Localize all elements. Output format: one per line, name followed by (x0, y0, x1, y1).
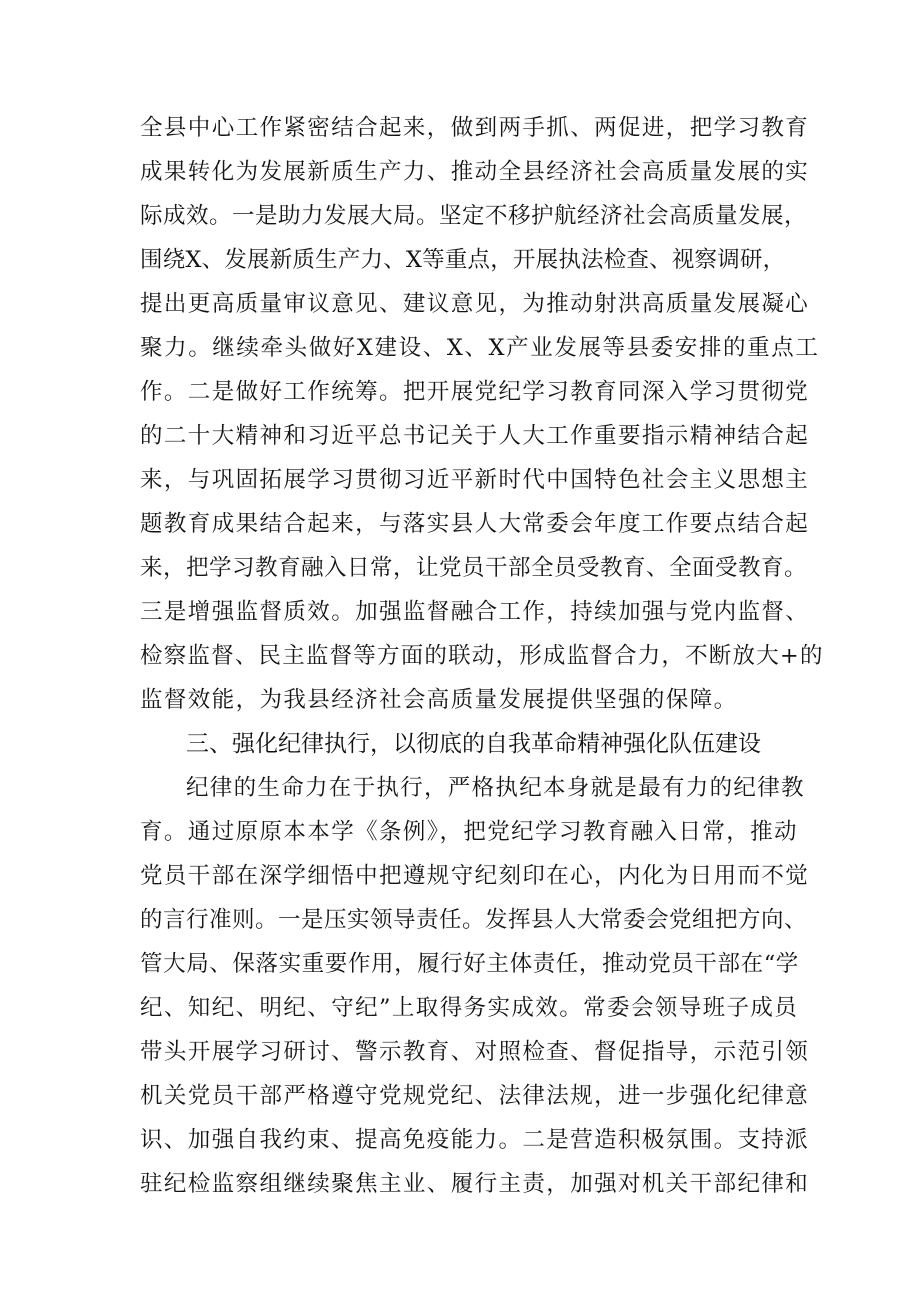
paragraph-2-line-9: 识、加强自我约束、提高免疫能力。二是营造积极氛围。支持派 (140, 1127, 810, 1153)
paragraph-1-line-14: 监督效能，为我县经济社会高质量发展提供坚强的保障。 (140, 687, 738, 713)
paragraph-1-line-4: 围绕X、发展新质生产力、X等重点，开展执法检查、视察调研， (140, 247, 786, 273)
paragraph-2-line-4: 的言行准则。一是压实领导责任。发挥县人大常委会党组把方向、 (140, 907, 808, 933)
paragraph-2-line-8: 机关党员干部严格遵守党规党纪、法律法规，进一步强化纪律意 (140, 1083, 810, 1109)
paragraph-2-line-10: 驻纪检监察组继续聚焦主业、履行主责，加强对机关干部纪律和 (140, 1171, 810, 1197)
paragraph-2-line-5: 管大局、保落实重要作用，履行好主体责任，推动党员干部在“学 (140, 951, 799, 977)
paragraph-2-line-6: 纪、知纪、明纪、守纪”上取得务实成效。常委会领导班子成员 (140, 995, 799, 1021)
paragraph-1-line-5: 提出更高质量审议意见、建议意见，为推动射洪高质量发展凝心 (140, 291, 810, 317)
paragraph-1-line-9: 来，与巩固拓展学习贯彻习近平新时代中国特色社会主义思想主 (140, 467, 810, 493)
paragraph-1-line-10: 题教育成果结合起来，与落实县人大常委会年度工作要点结合起 (140, 511, 810, 537)
paragraph-1-line-11: 来，把学习教育融入日常，让党员干部全员受教育、全面受教育。 (140, 555, 808, 581)
paragraph-1-line-13: 检察监督、民主监督等方面的联动，形成监督合力，不断放大+的 (140, 643, 824, 669)
paragraph-1-line-12: 三是增强监督质效。加强监督融合工作，持续加强与党内监督、 (140, 599, 810, 625)
paragraph-1-line-6: 聚力。继续牵头做好X建设、X、X产业发展等县委安排的重点工 (140, 335, 820, 361)
paragraph-1-line-3: 际成效。一是助力发展大局。坚定不移护航经济社会高质量发展， (140, 203, 808, 229)
paragraph-2-line-1: 纪律的生命力在于执行，严格执纪本身就是最有力的纪律教 (186, 775, 805, 801)
paragraph-1-line-2: 成果转化为发展新质生产力、推动全县经济社会高质量发展的实 (140, 159, 810, 185)
paragraph-1-line-7: 作。二是做好工作统筹。把开展党纪学习教育同深入学习贯彻党 (140, 379, 810, 405)
paragraph-1-line-1: 全县中心工作紧密结合起来，做到两手抓、两促进，把学习教育 (140, 115, 810, 141)
paragraph-2-line-7: 带头开展学习研讨、警示教育、对照检查、督促指导，示范引领 (140, 1039, 810, 1065)
paragraph-2-line-3: 党员干部在深学细悟中把遵规守纪刻印在心，内化为日用而不觉 (140, 863, 810, 889)
paragraph-2-line-2: 育。通过原原本本学《条例》，把党纪学习教育融入日常，推动 (140, 819, 798, 845)
paragraph-1-line-8: 的二十大精神和习近平总书记关于人大工作重要指示精神结合起 (140, 423, 810, 449)
section-heading: 三、强化纪律执行，以彻底的自我革命精神强化队伍建设 (186, 731, 761, 757)
